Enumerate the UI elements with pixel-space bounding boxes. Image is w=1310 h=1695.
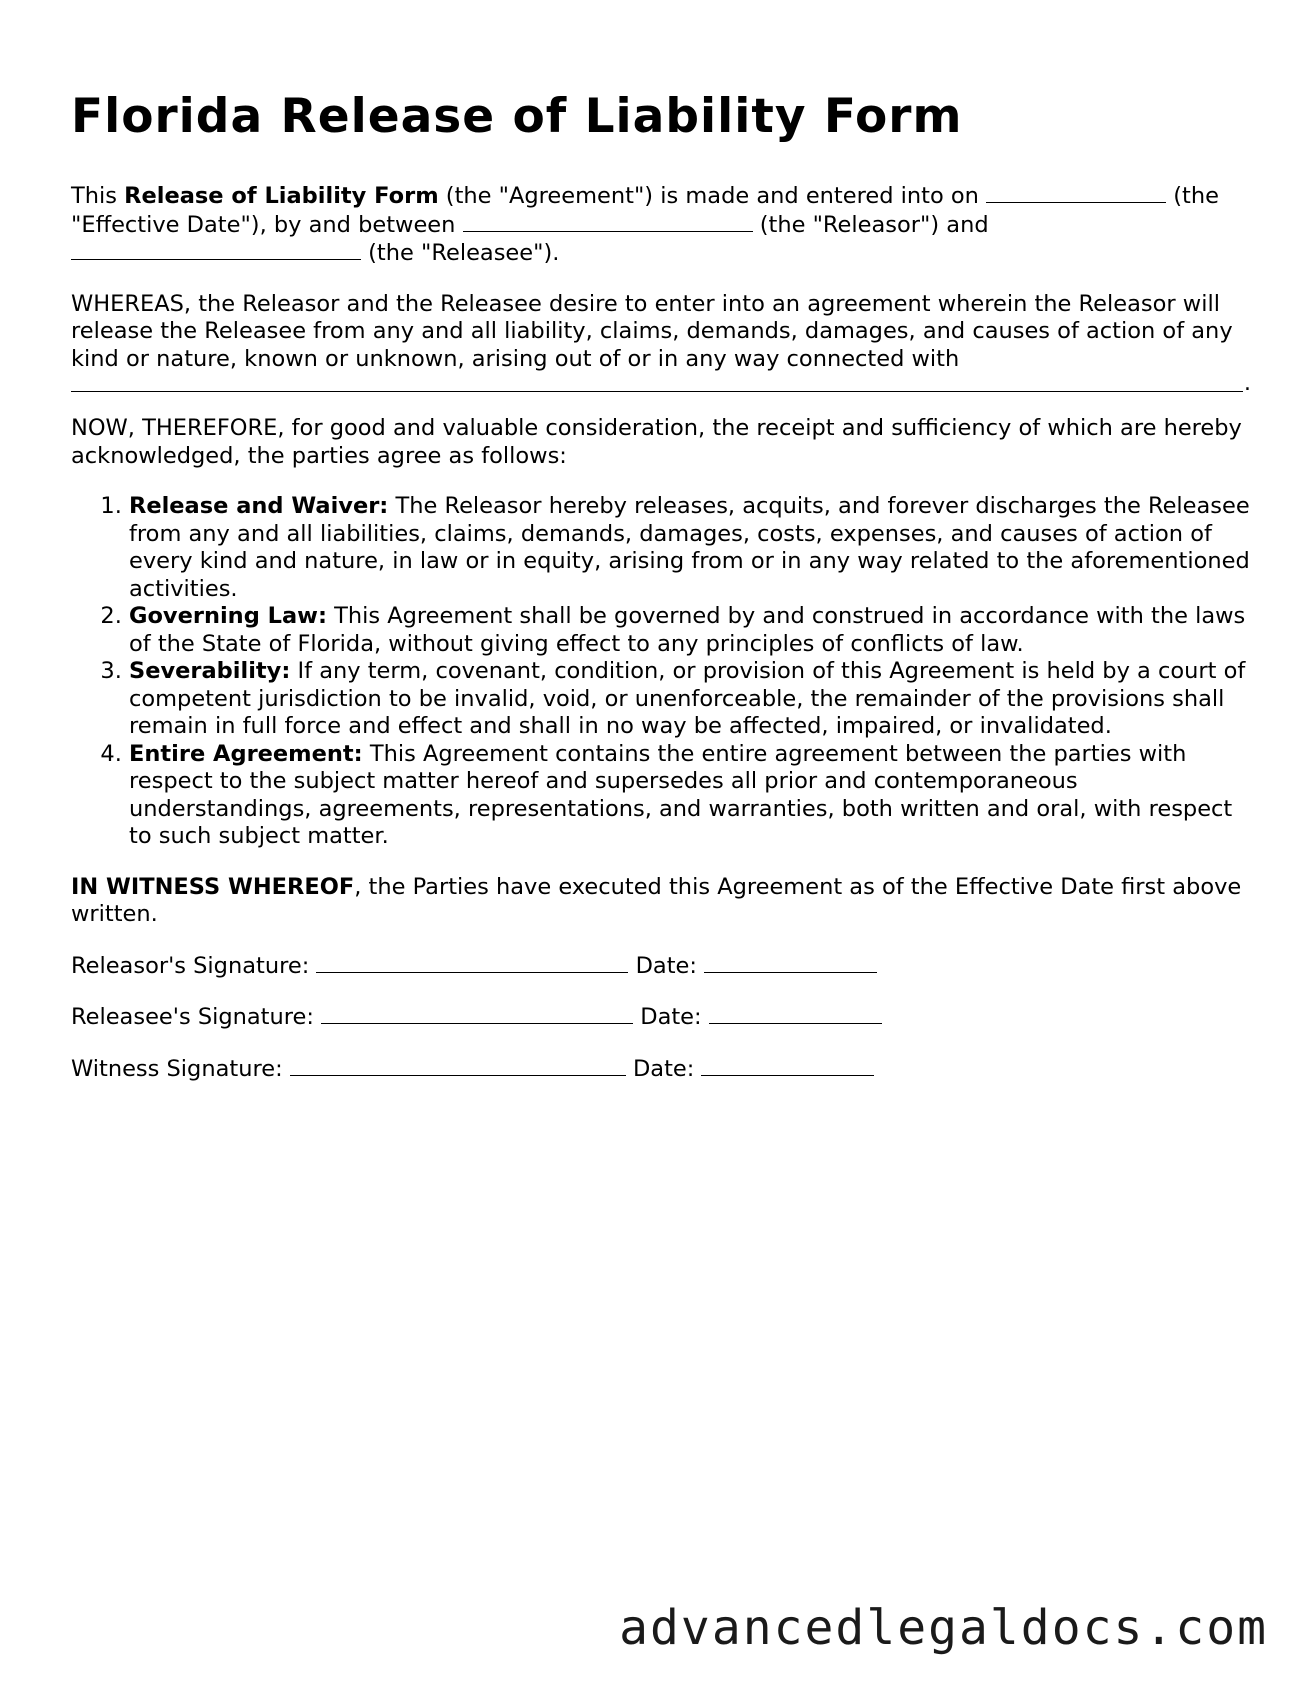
document-title: Florida Release of Liability Form — [71, 89, 963, 144]
clauses-list — [71, 493, 1251, 851]
clause-heading: Governing Law: — [129, 603, 327, 629]
witness-signature-blank[interactable] — [290, 1055, 626, 1076]
witness-paragraph — [71, 874, 1251, 929]
releasee-signature-label: Releasee's Signature: — [71, 1004, 322, 1030]
releasor-signature-blank[interactable] — [316, 952, 628, 973]
intro-text-1: (the "Agreement") is made and entered into on — [438, 183, 987, 209]
witness-text: , the Parties have executed this Agreement as of the Effective Date first above written. — [71, 873, 1242, 927]
witness-signature-line — [71, 1055, 1251, 1084]
witness-date-blank[interactable] — [701, 1055, 874, 1076]
witness-signature-label: Witness Signature: — [71, 1055, 290, 1082]
clause-heading: Release and Waiver: — [129, 493, 389, 519]
intro-pre: This — [71, 183, 125, 209]
clause-text: If any term, covenant, condition, or provision of this Agreement is held by a court of competent jurisdiction to be invalid, void, or unenforceable, the remainder of the provisions shall remain in full force and effect and shall in no way be affected, impaired, or invalidated. — [129, 658, 1246, 739]
releasor-date-label: Date: — [628, 952, 705, 979]
clause-heading: Entire Agreement: — [129, 740, 363, 767]
releasee-signature-line — [71, 1003, 1251, 1032]
releasee-date-blank[interactable] — [709, 1003, 882, 1024]
whereas-end: . — [1243, 369, 1251, 396]
releasee-signature-blank[interactable] — [321, 1003, 633, 1024]
releasor-signature-line — [71, 952, 1251, 981]
releasor-date-blank[interactable] — [704, 952, 877, 973]
intro-text-4: (the "Releasee"). — [361, 240, 560, 266]
clause-heading: Severability: — [129, 658, 291, 684]
clause-text: This Agreement shall be governed by and construed in accordance with the laws of the State of Florida, without giving effect to any principles of conflicts of law. — [129, 603, 1246, 657]
clause-item — [129, 658, 1251, 741]
intro-text-3: (the "Releasor") and — [752, 211, 989, 238]
activity-description-blank[interactable] — [71, 369, 1251, 396]
clause-text: The Releasor hereby releases, acquits, and forever discharges the Releasee from any and all liabilities, claims, demands, damages, costs, expenses, and causes of action of every kind and nature, in law or in equity, arising from or in any way related to the aforementioned activities. — [129, 493, 1250, 602]
now-therefore-paragraph: NOW, THEREFORE, for good and valuable consideration, the receipt and sufficiency of which are hereby acknowledged, the parties agree as follows: — [71, 415, 1242, 469]
witness-date-label: Date: — [625, 1055, 702, 1082]
intro-bold: Release of Liability Form — [124, 183, 439, 209]
watermark-text: advancedlegaldocs.com — [619, 1600, 1268, 1656]
clause-item — [129, 603, 1251, 658]
releasor-signature-label: Releasor's Signature: — [71, 952, 317, 979]
clause-text: This Agreement contains the entire agreement between the parties with respect to the subject matter hereof and supersedes all prior and contemporaneous understandings, agreements, representations, and warranties, both written and oral, with respect to such subject matter. — [129, 740, 1233, 849]
intro-paragraph — [71, 182, 1251, 268]
whereas-paragraph — [71, 290, 1251, 396]
releasee-date-label: Date: — [633, 1004, 709, 1030]
intro-text-2: (the "Effective Date"), by and between — [71, 183, 1219, 238]
document-page — [71, 86, 1251, 1106]
effective-date-blank[interactable] — [986, 182, 1166, 203]
whereas-text: WHEREAS, the Releasor and the Releasee desire to enter into an agreement wherein the Releasor will release the Releasee from any and all liability, claims, demands, damages, and causes of action of any kind or nature, known or unknown, arising out of or in any way connected with — [71, 290, 1233, 372]
releasee-name-blank[interactable] — [71, 239, 361, 260]
clause-item — [129, 493, 1251, 603]
witness-bold: IN WITNESS WHEREOF — [71, 873, 355, 900]
releasor-name-blank[interactable] — [463, 211, 753, 232]
clause-item — [129, 741, 1251, 851]
